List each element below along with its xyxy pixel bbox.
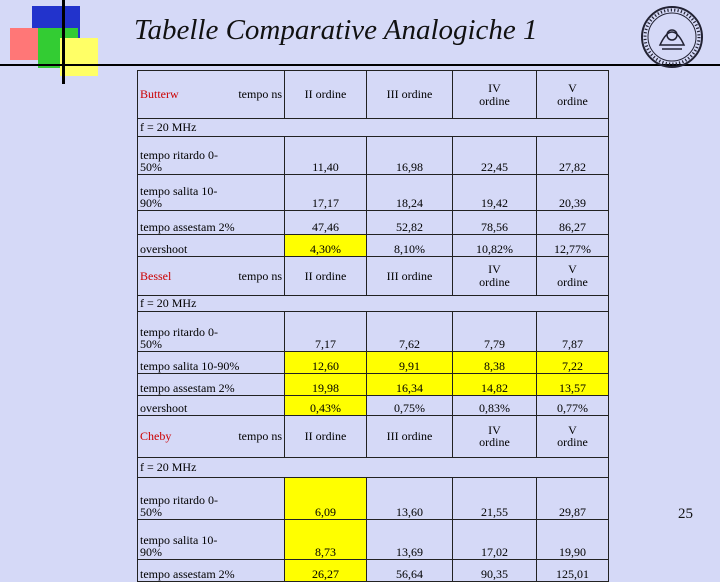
value-cell: 20,39 [537,175,609,211]
row-label: overshoot [138,235,285,257]
table-row [138,351,609,373]
value-cell: 22,45 [453,137,537,175]
bessel-header-row [138,257,609,296]
value-cell: 8,10% [367,235,453,257]
row-label: tempo salita 10-90% [138,351,285,373]
value-cell: 13,57 [537,373,609,395]
value-cell: 13,69 [367,519,453,559]
value-cell: 52,82 [367,211,453,235]
table-row [138,137,609,175]
row-label: tempo ritardo 0- 50% [138,477,285,519]
value-cell: 6,09 [285,477,367,519]
value-cell: 7,87 [537,311,609,351]
value-cell: 8,38 [453,351,537,373]
value-cell: 125,01 [537,559,609,581]
table-row [138,395,609,415]
bessel-freq-row [138,295,609,311]
value-cell: 56,64 [367,559,453,581]
slide-title: Tabelle Comparative Analogiche 1 [134,14,538,46]
row-label: tempo salita 10- 90% [138,519,285,559]
butterworth-freq-row [138,119,609,137]
logo-square-yellow [60,38,98,76]
table-row [138,175,609,211]
order-header-5: V ordine [537,71,609,119]
order-header-2: II ordine [285,415,367,457]
value-cell: 0,83% [453,395,537,415]
order-header-3: III ordine [367,257,453,296]
value-cell: 11,40 [285,137,367,175]
row-label: tempo assestam 2% [138,211,285,235]
university-seal-icon [640,5,704,69]
value-cell: 12,77% [537,235,609,257]
table-row [138,311,609,351]
value-cell: 16,34 [367,373,453,395]
frequency-label: f = 20 MHz [138,457,609,477]
value-cell: 7,79 [453,311,537,351]
value-cell: 8,73 [285,519,367,559]
row-label: tempo ritardo 0- 50% [138,311,285,351]
value-cell: 14,82 [453,373,537,395]
value-cell: 16,98 [367,137,453,175]
filter-name: Butterw [140,87,179,102]
value-cell: 26,27 [285,559,367,581]
table-row [138,559,609,581]
order-header-3: III ordine [367,71,453,119]
value-cell: 4,30% [285,235,367,257]
value-cell: 7,62 [367,311,453,351]
chebyshev-header-label [138,415,285,457]
tempo-unit: tempo ns [238,87,282,102]
tempo-unit: tempo ns [238,428,282,443]
value-cell: 0,75% [367,395,453,415]
comparison-table-frame [137,70,608,582]
order-header-4: IV ordine [453,257,537,296]
value-cell: 47,46 [285,211,367,235]
value-cell: 0,43% [285,395,367,415]
row-label: overshoot [138,395,285,415]
value-cell: 10,82% [453,235,537,257]
filter-name: Bessel [140,268,172,283]
filter-name: Cheby [140,428,172,443]
comparison-table [137,70,609,582]
row-label: tempo salita 10- 90% [138,175,285,211]
value-cell: 86,27 [537,211,609,235]
logo-vertical-line [62,0,65,84]
order-header-3: III ordine [367,415,453,457]
value-cell: 12,60 [285,351,367,373]
page-number: 25 [678,506,693,522]
row-label: tempo assestam 2% [138,559,285,581]
order-header-2: II ordine [285,257,367,296]
value-cell: 9,91 [367,351,453,373]
value-cell: 0,77% [537,395,609,415]
value-cell: 19,90 [537,519,609,559]
row-label: tempo assestam 2% [138,373,285,395]
value-cell: 7,17 [285,311,367,351]
frequency-label: f = 20 MHz [138,119,609,137]
chebyshev-header-row [138,415,609,457]
table-row [138,519,609,559]
table-row [138,235,609,257]
table-row [138,373,609,395]
value-cell: 17,17 [285,175,367,211]
value-cell: 29,87 [537,477,609,519]
value-cell: 7,22 [537,351,609,373]
order-header-4: IV ordine [453,415,537,457]
value-cell: 78,56 [453,211,537,235]
title-underline [0,64,720,66]
value-cell: 17,02 [453,519,537,559]
tempo-unit: tempo ns [238,268,282,283]
bessel-header-label [138,257,285,296]
value-cell: 13,60 [367,477,453,519]
value-cell: 90,35 [453,559,537,581]
table-row [138,477,609,519]
value-cell: 27,82 [537,137,609,175]
order-header-4: IV ordine [453,71,537,119]
value-cell: 18,24 [367,175,453,211]
value-cell: 19,98 [285,373,367,395]
value-cell: 21,55 [453,477,537,519]
chebyshev-freq-row [138,457,609,477]
butterworth-header-label [138,71,285,119]
table-row [138,211,609,235]
butterworth-header-row [138,71,609,119]
order-header-5: V ordine [537,415,609,457]
order-header-2: II ordine [285,71,367,119]
value-cell: 19,42 [453,175,537,211]
row-label: tempo ritardo 0- 50% [138,137,285,175]
frequency-label: f = 20 MHz [138,295,609,311]
order-header-5: V ordine [537,257,609,296]
